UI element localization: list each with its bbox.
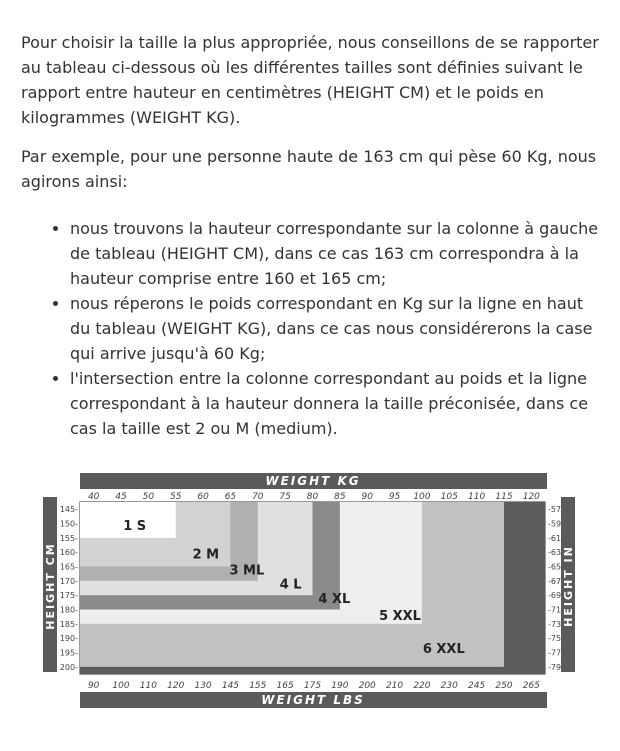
intro-paragraph: Pour choisir la taille la plus appropriée, nous conseillons de se rapporter au tableau ci-dessous où les différentes tailles sont définies suivant le rapport entre hauteur en centimètres (HEIGHT CM) et le poids en kilogrammes (WEIGHT KG).: [21, 33, 599, 127]
weight-kg-tick: 40: [87, 492, 100, 502]
height-in-tick: -77: [548, 648, 562, 658]
weight-lbs-tick: 120: [167, 681, 185, 691]
list-item: • nous trouvons la hauteur correspondante sur la colonne à gauche de tableau (HEIGHT CM), dans ce cas 163 cm correspondra à la hauteur comprise entre 160 et 165 cm;: [70, 216, 606, 291]
right-axis-title: HEIGHT IN: [562, 545, 575, 627]
weight-kg-tick: 105: [440, 492, 458, 502]
weight-kg-tick: 60: [197, 492, 209, 502]
height-in-tick: -71: [548, 605, 562, 615]
weight-lbs-tick: 155: [249, 681, 267, 691]
size-label: 3 ML: [229, 563, 265, 579]
example-paragraph: Par exemple, pour une personne haute de 163 cm qui pèse 60 Kg, nous agirons ainsi:: [21, 147, 597, 191]
height-cm-tick: 145-: [59, 505, 78, 515]
weight-kg-tick: 115: [495, 492, 513, 502]
weight-kg-tick: 85: [334, 492, 346, 502]
size-label: 6 XXL: [422, 642, 465, 658]
size-label: 4 L: [279, 577, 302, 593]
height-in-tick: -57: [548, 505, 562, 515]
weight-lbs-tick: 90: [87, 681, 100, 691]
weight-lbs-tick: 130: [194, 681, 212, 691]
size-label: 4 XL: [318, 592, 351, 608]
steps-list: [21, 216, 606, 441]
weight-lbs-tick: 200: [358, 681, 376, 691]
weight-kg-tick: 100: [413, 492, 431, 502]
height-cm-tick: 200-: [59, 662, 78, 672]
size-chart-svg: [40, 470, 580, 710]
bottom-axis-title: WEIGHT LBS: [261, 693, 365, 707]
left-axis-title: HEIGHT CM: [44, 542, 57, 630]
weight-kg-tick: 55: [170, 492, 182, 502]
weight-lbs-tick: 245: [468, 681, 486, 691]
height-cm-tick: 175-: [59, 591, 78, 601]
weight-lbs-tick: 110: [139, 681, 157, 691]
size-chart: [40, 470, 580, 710]
weight-lbs-tick: 190: [331, 681, 349, 691]
height-cm-tick: 155-: [59, 533, 78, 543]
top-axis-title: WEIGHT KG: [265, 474, 361, 488]
weight-lbs-tick: 175: [303, 681, 322, 691]
height-in-tick: -63: [548, 548, 562, 558]
height-in-tick: -73: [548, 619, 562, 629]
size-label: 2 M: [192, 547, 220, 563]
weight-lbs-tick: 165: [276, 681, 294, 691]
height-in-tick: -65: [548, 562, 562, 572]
height-in-tick: -59: [548, 519, 562, 529]
weight-kg-tick: 50: [142, 492, 155, 502]
weight-lbs-tick: 145: [221, 681, 240, 691]
weight-kg-tick: 120: [522, 492, 540, 502]
weight-kg-tick: 75: [279, 492, 291, 502]
list-item: • nous réperons le poids correspondant en Kg sur la ligne en haut du tableau (WEIGHT KG), dans ce cas nous considérerons la case qui arrive jusqu'à 60 Kg;: [70, 291, 606, 366]
height-in-tick: -69: [548, 591, 562, 601]
weight-kg-tick: 80: [306, 492, 319, 502]
weight-lbs-tick: 230: [440, 681, 458, 691]
height-in-tick: -75: [548, 634, 562, 644]
weight-kg-tick: 65: [224, 492, 237, 502]
weight-kg-tick: 110: [468, 492, 486, 502]
height-cm-tick: 160-: [59, 548, 78, 558]
size-label: 1 S: [123, 518, 147, 534]
weight-kg-tick: 90: [361, 492, 373, 502]
height-cm-tick: 185-: [59, 619, 78, 629]
height-cm-tick: 190-: [59, 634, 78, 644]
height-cm-tick: 170-: [59, 576, 78, 586]
size-label: 5 XXL: [379, 609, 421, 625]
weight-lbs-tick: 250: [495, 681, 513, 691]
height-in-tick: -79: [548, 662, 562, 672]
height-cm-tick: 150-: [59, 519, 78, 529]
weight-kg-tick: 45: [115, 492, 127, 502]
height-in-tick: -67: [548, 576, 562, 586]
height-in-tick: -61: [548, 533, 562, 543]
weight-kg-tick: 70: [252, 492, 264, 502]
list-item: • l'intersection entre la colonne correspondant au poids et la ligne correspondant à la hauteur donnera la taille préconisée, dans ce cas la taille est 2 ou M (medium).: [70, 366, 606, 441]
weight-kg-tick: 95: [388, 492, 401, 502]
weight-lbs-tick: 220: [413, 681, 431, 691]
weight-lbs-tick: 265: [522, 681, 540, 691]
height-cm-tick: 180-: [59, 605, 78, 615]
height-cm-tick: 165-: [59, 562, 78, 572]
height-cm-tick: 195-: [59, 648, 78, 658]
weight-lbs-tick: 100: [112, 681, 130, 691]
article-content: [21, 30, 606, 441]
weight-lbs-tick: 210: [385, 681, 404, 691]
